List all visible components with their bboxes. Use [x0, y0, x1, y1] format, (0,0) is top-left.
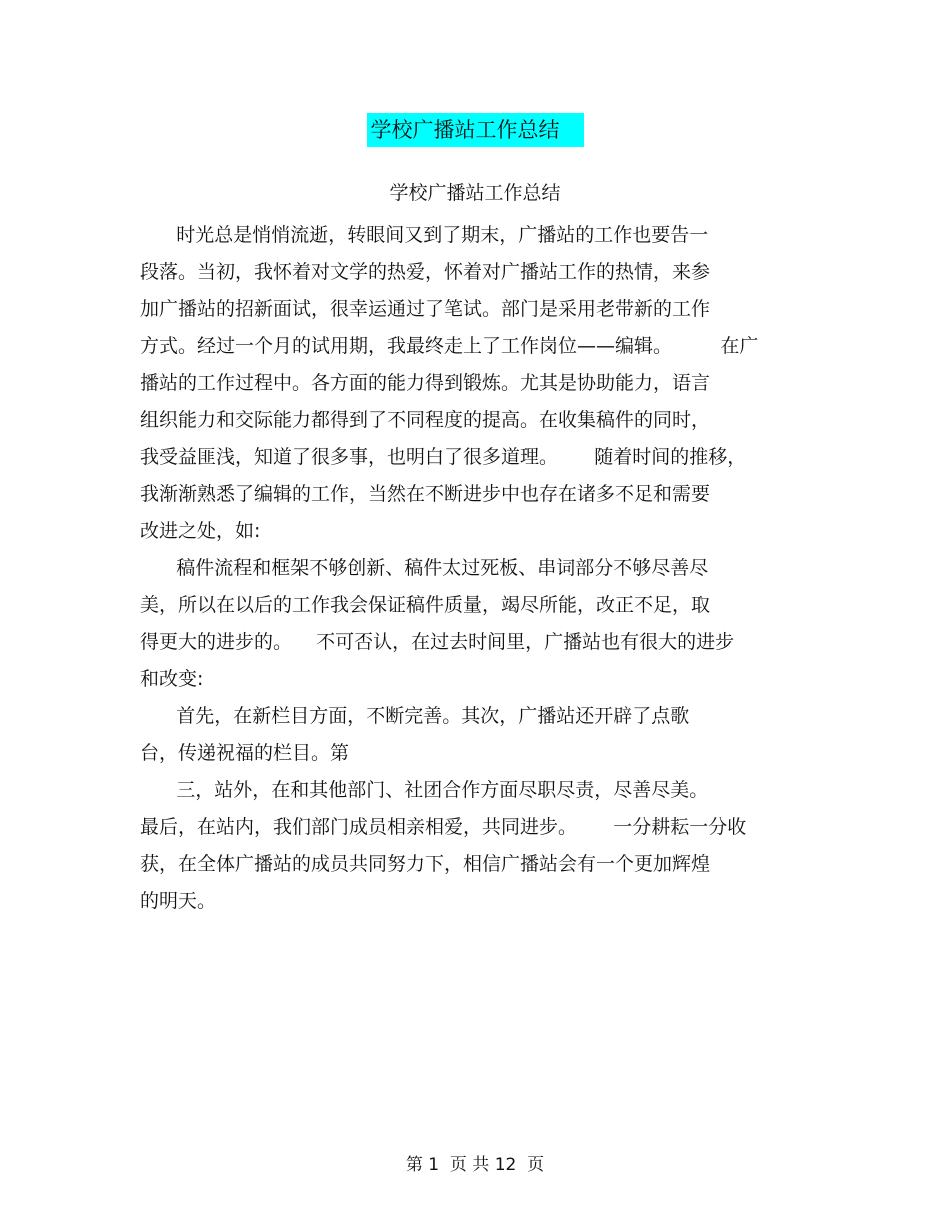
- body-line: 三，站外，在和其他部门、社团合作方面尽职尽责，尽善尽美。: [140, 779, 709, 801]
- document-title: 学校广播站工作总结: [367, 113, 584, 147]
- title-container: [0, 113, 950, 147]
- body-line: 首先，在新栏目方面，不断完善。其次，广播站还开辟了点歌: [140, 705, 690, 727]
- body-line: 播站的工作过程中。各方面的能力得到锻炼。尤其是协助能力，语言: [140, 372, 711, 394]
- body-line: 组织能力和交际能力都得到了不同程度的提高。在收集稿件的同时，: [140, 409, 711, 431]
- body-line: 美，所以在以后的工作我会保证稿件质量，竭尽所能，改正不足，取: [140, 594, 711, 616]
- body-line: 我渐渐熟悉了编辑的工作，当然在不断进步中也存在诸多不足和需要: [140, 483, 711, 505]
- body-line: 方式。经过一个月的试用期，我最终走上了工作岗位——编辑。 在广: [140, 335, 759, 357]
- body-line: 的明天。: [140, 890, 217, 912]
- body-line: 台，传递祝福的栏目。第: [140, 742, 350, 764]
- body-line: 改进之处，如:: [140, 520, 261, 542]
- body-line: 稿件流程和框架不够创新、稿件太过死板、串词部分不够尽善尽: [140, 557, 709, 579]
- page-number: 第 1 页 共 12 页: [405, 1155, 545, 1175]
- body-line: 段落。当初，我怀着对文学的热爱，怀着对广播站工作的热情，来参: [140, 261, 711, 283]
- document-subtitle: 学校广播站工作总结: [389, 182, 561, 204]
- body-line: 和改变:: [140, 668, 204, 690]
- body-line: 最后，在站内，我们部门成员相亲相爱，共同进步。 一分耕耘一分收: [140, 816, 747, 838]
- body-line: 时光总是悄悄流逝，转眼间又到了期末，广播站的工作也要告一: [140, 224, 709, 246]
- body-text: [140, 221, 820, 924]
- body-line: 得更大的进步的。 不可否认，在过去时间里，广播站也有很大的进步: [140, 631, 735, 653]
- body-line: 加广播站的招新面试，很幸运通过了笔试。部门是采用老带新的工作: [140, 298, 711, 320]
- body-line: 获，在全体广播站的成员共同努力下，相信广播站会有一个更加辉煌: [140, 853, 711, 875]
- body-line: 我受益匪浅，知道了很多事，也明白了很多道理。 随着时间的推移，: [140, 446, 747, 468]
